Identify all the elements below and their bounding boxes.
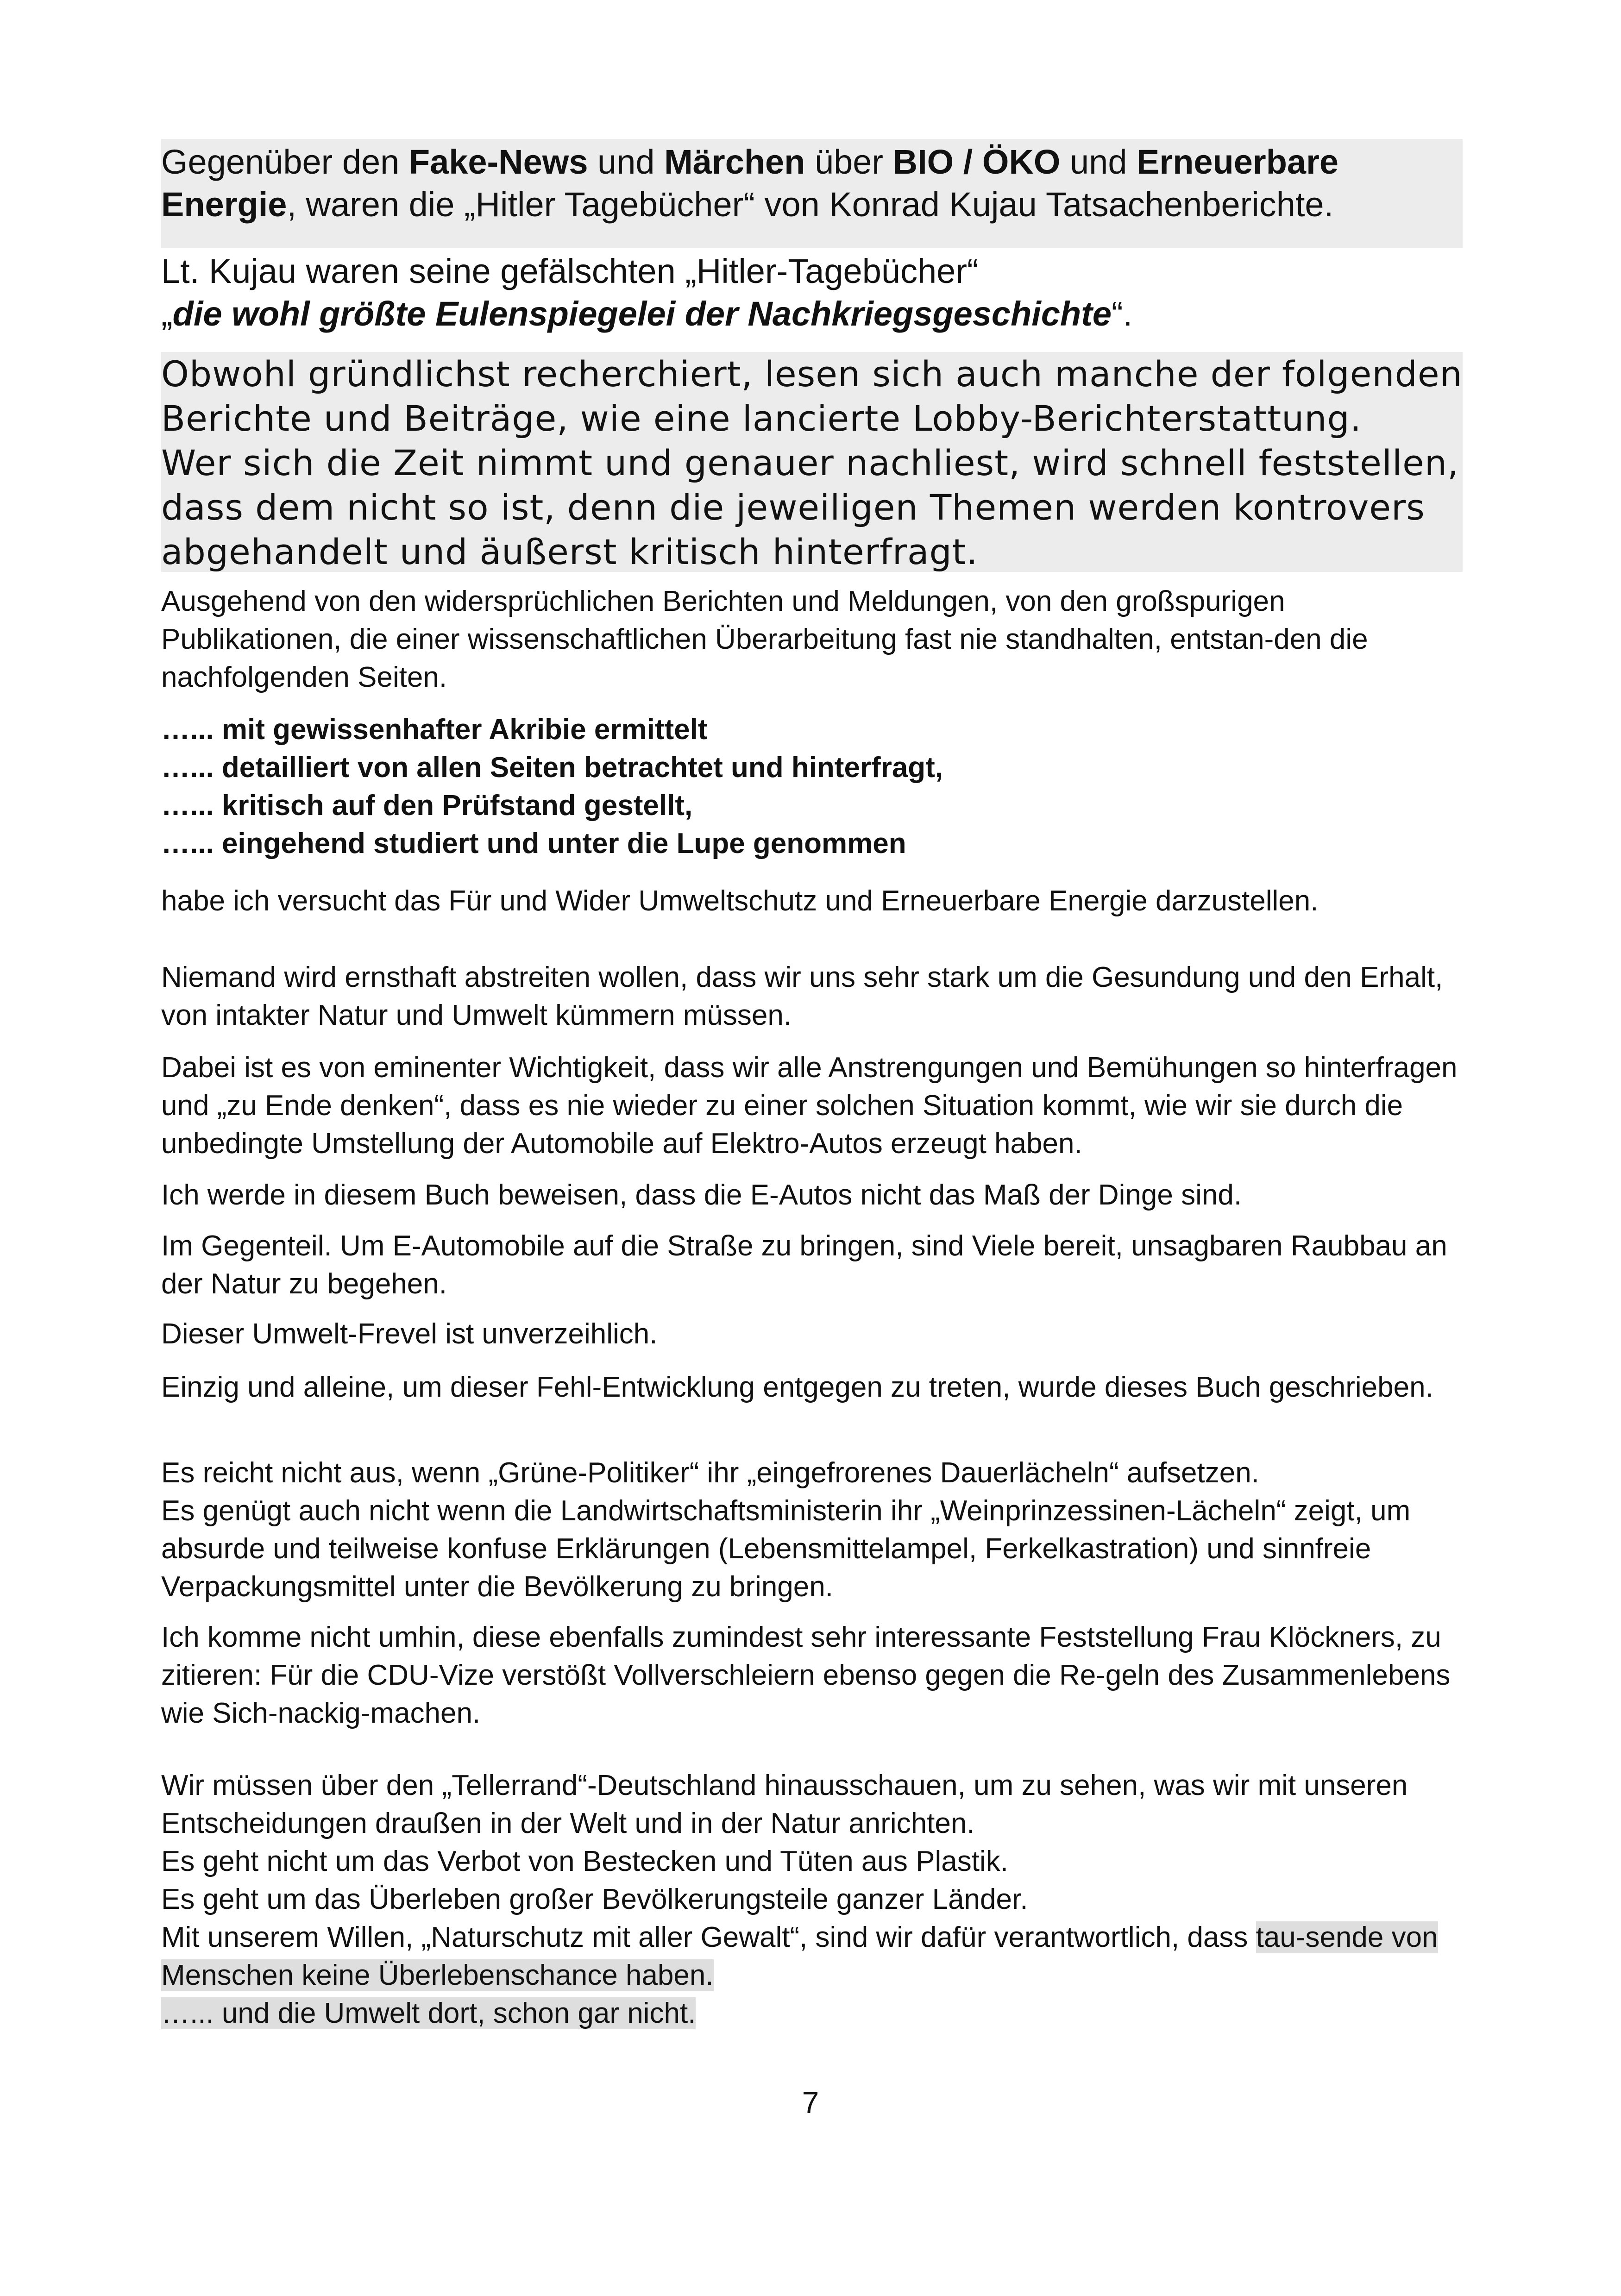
notice-block [161,352,1463,572]
notice-text-1: Obwohl gründlichst recherchiert, lesen sich auch manche der folgenden Berichte und Beiträge, wie eine lancierte Lobby-Berichterstattung. [161,353,1463,439]
tellerrand-line-2: Es geht nicht um das Verbot von Bestecken und Tüten aus Plastik. [161,1845,1008,1877]
paragraph-frevel: Dieser Umwelt-Frevel ist unverzeihlich. [161,1318,658,1350]
paragraph-beweisen: Ich werde in diesem Buch beweisen, dass die E-Autos nicht das Maß der Dinge sind. [161,1179,1242,1211]
quote-text: die wohl größte Eulenspiegelei der Nachkriegsgeschichte [172,295,1112,333]
tellerrand-line-5 [161,1995,1463,2033]
paragraph-tellerrand [161,1767,1463,2033]
reicht-line-2: Es genügt auch nicht wenn die Landwirtschaftsministerin ihr „Weinprinzessinen-Lächeln“ zeigt, um absurde und teilweise konfuse Erklärungen (Lebensmittelampel, Ferkelkastration) und sinnfreie Verpackungsmittel unter die Bevölkerung zu bringen. [161,1495,1411,1603]
paragraph-kloeckner: Ich komme nicht umhin, diese ebenfalls zumindest sehr interessante Feststellung Frau Klöckners, zu zitieren: Für die CDU-Vize verstößt Vollverschleiern ebenso gegen die Re-geln des Zusammenlebens wie Sich-nackig-machen. [161,1621,1451,1729]
notice-text-2: Wer sich die Zeit nimmt und genauer nachliest, wird schnell feststellen, dass dem nicht so ist, denn die jeweiligen Themen werden kontrovers abgehandelt und äußerst kritisch hinterfragt. [161,442,1459,572]
highlighted-text: …... und die Umwelt dort, schon gar nicht. [161,1997,696,2029]
kujau-line: Lt. Kujau waren seine gefälschten „Hitler-Tagebücher“ [161,252,979,290]
intro-text: , waren die „Hitler Tagebücher“ von Konrad Kujau Tatsachenberichte. [287,185,1334,224]
list-item: …... kritisch auf den Prüfstand gestellt, [161,790,693,822]
paragraph-habe: habe ich versucht das Für und Wider Umweltschutz und Erneuerbare Energie darzustellen. [161,885,1319,917]
paragraph-einzig: Einzig und alleine, um dieser Fehl-Entwicklung entgegen zu treten, wurde dieses Buch geschrieben. [161,1371,1433,1403]
intro-paragraph [161,139,1463,248]
intro-text: Gegenüber den [161,143,409,181]
intro-fake-news: Fake-News [408,143,588,181]
list-item: …... eingehend studiert und unter die Lupe genommen [161,828,906,859]
paragraph-dabei: Dabei ist es von eminenter Wichtigkeit, dass wir alle Anstrengungen und Bemühungen so hinterfragen und „zu Ende denken“, dass es nie wieder zu einer solchen Situation kommt, wie wir sie durch die unbedingte Umstellung der Automobile auf Elektro-Autos erzeugt haben. [161,1052,1458,1160]
list-item: …... detailliert von allen Seiten betrachtet und hinterfragt, [161,752,943,784]
kujau-quote [161,293,1463,335]
bullet-list [161,711,1463,863]
intro-maerchen: Märchen [664,143,805,181]
paragraph-reicht [161,1454,1463,1606]
tellerrand-line-1: Wir müssen über den „Tellerrand“-Deutschland hinausschauen, um zu sehen, was wir mit unseren Entscheidungen draußen in der Welt und in der Natur anrichten. [161,1769,1408,1839]
kujau-quote-paragraph [161,250,1463,335]
intro-text: und [1060,143,1137,181]
quote-open: „ [161,295,173,333]
tellerrand-line-4 [161,1919,1463,1995]
intro-bio-oeko: BIO / ÖKO [892,143,1061,181]
paragraph-ausgehend: Ausgehend von den widersprüchlichen Berichten und Meldungen, von den großspurigen Publikationen, die einer wissenschaftlichen Überarbeitung fast nie standhalten, entstan-den die nachfolgenden Seiten. [161,585,1368,693]
paragraph-gegenteil: Im Gegenteil. Um E-Automobile auf die Straße zu bringen, sind Viele bereit, unsagbaren Raubbau an der Natur zu begehen. [161,1230,1447,1300]
reicht-line-1: Es reicht nicht aus, wenn „Grüne-Politiker“ ihr „eingefrorenes Dauerlächeln“ aufsetzen. [161,1457,1259,1489]
page-number: 7 [802,2085,819,2120]
intro-text: über [805,143,893,181]
paragraph-niemand: Niemand wird ernsthaft abstreiten wollen, dass wir uns sehr stark um die Gesundung und den Erhalt, von intakter Natur und Umwelt kümmern müssen. [161,961,1443,1031]
tellerrand-line-3: Es geht um das Überleben großer Bevölkerungsteile ganzer Länder. [161,1883,1028,1915]
list-item: …... mit gewissenhafter Akribie ermittelt [161,714,708,746]
intro-text: und [588,143,665,181]
quote-close: “. [1112,295,1133,333]
highlighted-text: tau-sende von Menschen keine Überlebenschance haben. [161,1921,1438,1991]
intro-erneuerbare-energie: Erneuerbare Energie [161,143,1339,224]
tellerrand-text: Mit unserem Willen, „Naturschutz mit aller Gewalt“, sind wir dafür verantwortlich, dass [161,1921,1256,1953]
